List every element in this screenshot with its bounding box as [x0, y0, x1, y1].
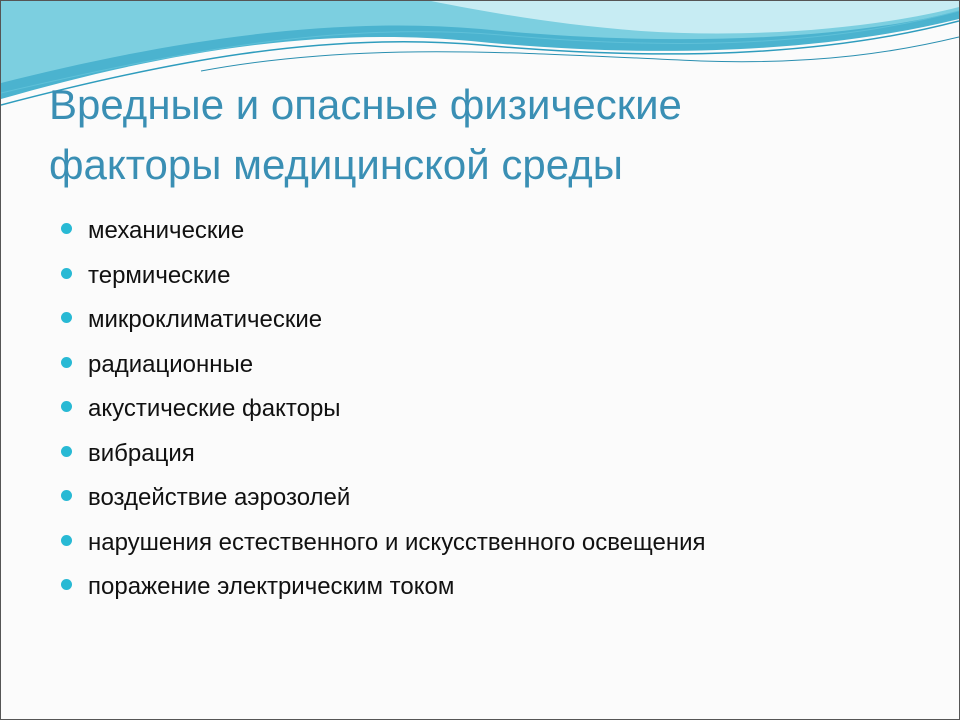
bullet-list	[61, 209, 706, 610]
slide-title-line-2: факторы медицинской среды	[49, 141, 623, 188]
list-item	[61, 209, 706, 254]
bullet-dot-icon	[61, 446, 72, 457]
list-item	[61, 565, 706, 610]
list-item-text: микроклиматические	[88, 306, 323, 333]
list-item	[61, 432, 706, 477]
list-item-text: нарушения естественного и искусственного освещения	[88, 528, 706, 556]
slide-title	[49, 75, 909, 195]
bullet-dot-icon	[61, 579, 72, 590]
list-item-text: механические	[88, 217, 245, 244]
bullet-dot-icon	[61, 535, 72, 546]
list-item	[61, 254, 706, 299]
list-item-text: вибрация	[88, 439, 195, 467]
list-item	[61, 521, 706, 566]
bullet-dot-icon	[61, 490, 72, 501]
list-item	[61, 343, 706, 388]
list-item-text: воздействие аэрозолей	[88, 484, 351, 511]
bullet-dot-icon	[61, 357, 72, 368]
list-item-text: радиационные	[88, 350, 254, 378]
list-item-text: поражение электрическим током	[88, 573, 455, 600]
bullet-dot-icon	[61, 268, 72, 279]
list-item	[61, 387, 706, 432]
slide-title-line-1: Вредные и опасные физические	[49, 81, 682, 128]
bullet-dot-icon	[61, 223, 72, 234]
bullet-dot-icon	[61, 312, 72, 323]
list-item-text: акустические факторы	[88, 395, 341, 422]
list-item	[61, 298, 706, 343]
list-item	[61, 476, 706, 521]
list-item-text: термические	[88, 261, 231, 289]
bullet-dot-icon	[61, 401, 72, 412]
